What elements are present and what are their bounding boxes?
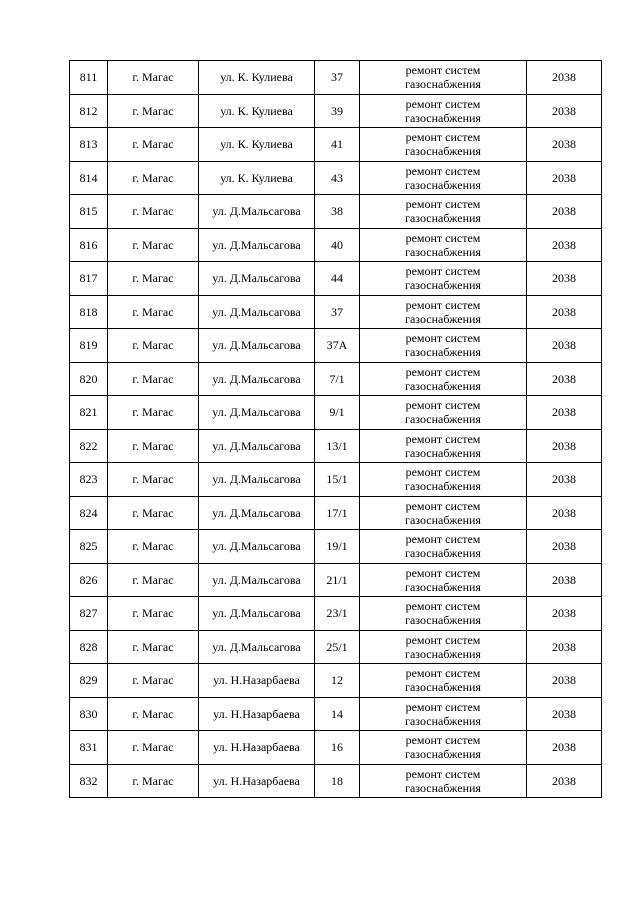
city-cell: г. Магас — [108, 664, 199, 698]
street-cell: ул. К. Кулиева — [199, 94, 315, 128]
work-type-line-1: ремонт систем — [405, 766, 481, 781]
year-cell: 2038 — [527, 396, 602, 430]
city-cell: г. Магас — [108, 61, 199, 95]
work-type-cell — [360, 262, 527, 296]
row-number-cell: 813 — [70, 128, 108, 162]
row-number-cell: 815 — [70, 195, 108, 229]
work-type-line-1: ремонт систем — [405, 498, 481, 513]
work-type-cell — [360, 61, 527, 95]
year-cell: 2038 — [527, 530, 602, 564]
table-row — [70, 563, 602, 597]
work-type-line-2: газоснабжения — [405, 278, 481, 293]
row-number-cell: 824 — [70, 496, 108, 530]
house-number-cell: 7/1 — [315, 362, 360, 396]
row-number-cell: 811 — [70, 61, 108, 95]
table-row — [70, 262, 602, 296]
table-row — [70, 195, 602, 229]
work-type-line-2: газоснабжения — [405, 713, 481, 728]
work-type-cell — [360, 764, 527, 798]
street-cell: ул. Д.Мальсагова — [199, 563, 315, 597]
work-type-cell — [360, 295, 527, 329]
street-cell: ул. Н.Назарбаева — [199, 697, 315, 731]
row-number-cell: 822 — [70, 429, 108, 463]
table-row — [70, 764, 602, 798]
house-number-cell: 43 — [315, 161, 360, 195]
work-type-line-1: ремонт систем — [405, 398, 481, 413]
table-row — [70, 731, 602, 765]
work-type-line-2: газоснабжения — [405, 579, 481, 594]
table-row — [70, 463, 602, 497]
work-type-line-1: ремонт систем — [405, 331, 481, 346]
city-cell: г. Магас — [108, 429, 199, 463]
street-cell: ул. Д.Мальсагова — [199, 429, 315, 463]
street-cell: ул. Д.Мальсагова — [199, 496, 315, 530]
registry-table — [69, 60, 602, 798]
year-cell: 2038 — [527, 61, 602, 95]
work-type-line-2: газоснабжения — [405, 211, 481, 226]
work-type-line-1: ремонт систем — [405, 431, 481, 446]
city-cell: г. Магас — [108, 731, 199, 765]
house-number-cell: 13/1 — [315, 429, 360, 463]
year-cell: 2038 — [527, 295, 602, 329]
work-type-line-1: ремонт систем — [405, 565, 481, 580]
year-cell: 2038 — [527, 496, 602, 530]
street-cell: ул. К. Кулиева — [199, 161, 315, 195]
work-type-line-2: газоснабжения — [405, 479, 481, 494]
work-type-line-2: газоснабжения — [405, 110, 481, 125]
house-number-cell: 23/1 — [315, 597, 360, 631]
work-type-line-1: ремонт систем — [405, 230, 481, 245]
work-type-cell — [360, 664, 527, 698]
work-type-cell — [360, 329, 527, 363]
house-number-cell: 14 — [315, 697, 360, 731]
house-number-cell: 40 — [315, 228, 360, 262]
city-cell: г. Магас — [108, 563, 199, 597]
year-cell: 2038 — [527, 195, 602, 229]
work-type-line-2: газоснабжения — [405, 512, 481, 527]
work-type-line-2: газоснабжения — [405, 311, 481, 326]
work-type-line-1: ремонт систем — [405, 163, 481, 178]
row-number-cell: 819 — [70, 329, 108, 363]
work-type-cell — [360, 530, 527, 564]
year-cell: 2038 — [527, 161, 602, 195]
work-type-cell — [360, 94, 527, 128]
table-row — [70, 128, 602, 162]
table-row — [70, 396, 602, 430]
house-number-cell: 37 — [315, 295, 360, 329]
house-number-cell: 39 — [315, 94, 360, 128]
city-cell: г. Магас — [108, 161, 199, 195]
house-number-cell: 18 — [315, 764, 360, 798]
year-cell: 2038 — [527, 94, 602, 128]
street-cell: ул. Н.Назарбаева — [199, 764, 315, 798]
work-type-cell — [360, 429, 527, 463]
work-type-line-1: ремонт систем — [405, 465, 481, 480]
house-number-cell: 17/1 — [315, 496, 360, 530]
row-number-cell: 818 — [70, 295, 108, 329]
house-number-cell: 21/1 — [315, 563, 360, 597]
work-type-line-1: ремонт систем — [405, 733, 481, 748]
city-cell: г. Магас — [108, 228, 199, 262]
work-type-line-2: газоснабжения — [405, 445, 481, 460]
year-cell: 2038 — [527, 764, 602, 798]
street-cell: ул. Д.Мальсагова — [199, 295, 315, 329]
city-cell: г. Магас — [108, 396, 199, 430]
work-type-line-2: газоснабжения — [405, 680, 481, 695]
work-type-line-2: газоснабжения — [405, 747, 481, 762]
work-type-line-1: ремонт систем — [405, 364, 481, 379]
work-type-cell — [360, 463, 527, 497]
city-cell: г. Магас — [108, 496, 199, 530]
row-number-cell: 830 — [70, 697, 108, 731]
table-row — [70, 94, 602, 128]
work-type-line-2: газоснабжения — [405, 144, 481, 159]
table-row — [70, 664, 602, 698]
year-cell: 2038 — [527, 697, 602, 731]
row-number-cell: 831 — [70, 731, 108, 765]
row-number-cell: 816 — [70, 228, 108, 262]
work-type-cell — [360, 563, 527, 597]
work-type-line-1: ремонт систем — [405, 96, 481, 111]
year-cell: 2038 — [527, 128, 602, 162]
row-number-cell: 827 — [70, 597, 108, 631]
table-row — [70, 362, 602, 396]
city-cell: г. Магас — [108, 463, 199, 497]
work-type-cell — [360, 697, 527, 731]
table-row — [70, 530, 602, 564]
work-type-line-1: ремонт систем — [405, 599, 481, 614]
year-cell: 2038 — [527, 362, 602, 396]
table-row — [70, 697, 602, 731]
work-type-cell — [360, 228, 527, 262]
street-cell: ул. Д.Мальсагова — [199, 630, 315, 664]
street-cell: ул. Д.Мальсагова — [199, 329, 315, 363]
street-cell: ул. Н.Назарбаева — [199, 664, 315, 698]
work-type-line-2: газоснабжения — [405, 646, 481, 661]
table-row — [70, 630, 602, 664]
work-type-cell — [360, 195, 527, 229]
year-cell: 2038 — [527, 731, 602, 765]
work-type-line-2: газоснабжения — [405, 378, 481, 393]
row-number-cell: 826 — [70, 563, 108, 597]
row-number-cell: 821 — [70, 396, 108, 430]
row-number-cell: 828 — [70, 630, 108, 664]
house-number-cell: 25/1 — [315, 630, 360, 664]
work-type-line-1: ремонт систем — [405, 297, 481, 312]
work-type-cell — [360, 128, 527, 162]
row-number-cell: 820 — [70, 362, 108, 396]
house-number-cell: 12 — [315, 664, 360, 698]
work-type-line-1: ремонт систем — [405, 632, 481, 647]
year-cell: 2038 — [527, 630, 602, 664]
year-cell: 2038 — [527, 664, 602, 698]
row-number-cell: 825 — [70, 530, 108, 564]
work-type-cell — [360, 161, 527, 195]
city-cell: г. Магас — [108, 295, 199, 329]
house-number-cell: 37А — [315, 329, 360, 363]
street-cell: ул. К. Кулиева — [199, 61, 315, 95]
work-type-line-1: ремонт систем — [405, 264, 481, 279]
work-type-cell — [360, 496, 527, 530]
work-type-line-1: ремонт систем — [405, 666, 481, 681]
work-type-cell — [360, 630, 527, 664]
house-number-cell: 15/1 — [315, 463, 360, 497]
work-type-cell — [360, 362, 527, 396]
work-type-cell — [360, 597, 527, 631]
row-number-cell: 814 — [70, 161, 108, 195]
house-number-cell: 38 — [315, 195, 360, 229]
house-number-cell: 19/1 — [315, 530, 360, 564]
street-cell: ул. Д.Мальсагова — [199, 262, 315, 296]
year-cell: 2038 — [527, 228, 602, 262]
city-cell: г. Магас — [108, 764, 199, 798]
table-row — [70, 295, 602, 329]
work-type-line-2: газоснабжения — [405, 780, 481, 795]
street-cell: ул. Д.Мальсагова — [199, 396, 315, 430]
house-number-cell: 16 — [315, 731, 360, 765]
table-row — [70, 429, 602, 463]
street-cell: ул. Д.Мальсагова — [199, 362, 315, 396]
work-type-cell — [360, 396, 527, 430]
city-cell: г. Магас — [108, 94, 199, 128]
city-cell: г. Магас — [108, 329, 199, 363]
work-type-line-2: газоснабжения — [405, 613, 481, 628]
city-cell: г. Магас — [108, 630, 199, 664]
street-cell: ул. Д.Мальсагова — [199, 463, 315, 497]
row-number-cell: 817 — [70, 262, 108, 296]
work-type-line-1: ремонт систем — [405, 532, 481, 547]
house-number-cell: 44 — [315, 262, 360, 296]
year-cell: 2038 — [527, 463, 602, 497]
house-number-cell: 37 — [315, 61, 360, 95]
table-row — [70, 228, 602, 262]
row-number-cell: 829 — [70, 664, 108, 698]
work-type-line-1: ремонт систем — [405, 699, 481, 714]
street-cell: ул. Д.Мальсагова — [199, 228, 315, 262]
work-type-line-2: газоснабжения — [405, 177, 481, 192]
work-type-line-2: газоснабжения — [405, 412, 481, 427]
work-type-line-2: газоснабжения — [405, 546, 481, 561]
year-cell: 2038 — [527, 262, 602, 296]
table-row — [70, 161, 602, 195]
year-cell: 2038 — [527, 329, 602, 363]
city-cell: г. Магас — [108, 597, 199, 631]
city-cell: г. Магас — [108, 195, 199, 229]
row-number-cell: 823 — [70, 463, 108, 497]
registry-table-body — [70, 61, 602, 798]
street-cell: ул. Н.Назарбаева — [199, 731, 315, 765]
row-number-cell: 812 — [70, 94, 108, 128]
city-cell: г. Магас — [108, 697, 199, 731]
work-type-line-2: газоснабжения — [405, 345, 481, 360]
row-number-cell: 832 — [70, 764, 108, 798]
work-type-line-2: газоснабжения — [405, 244, 481, 259]
table-row — [70, 329, 602, 363]
street-cell: ул. Д.Мальсагова — [199, 195, 315, 229]
year-cell: 2038 — [527, 429, 602, 463]
work-type-line-1: ремонт систем — [405, 197, 481, 212]
house-number-cell: 41 — [315, 128, 360, 162]
street-cell: ул. К. Кулиева — [199, 128, 315, 162]
table-row — [70, 61, 602, 95]
table-row — [70, 597, 602, 631]
city-cell: г. Магас — [108, 128, 199, 162]
work-type-line-2: газоснабжения — [405, 77, 481, 92]
work-type-cell — [360, 731, 527, 765]
city-cell: г. Магас — [108, 262, 199, 296]
work-type-line-1: ремонт систем — [405, 130, 481, 145]
street-cell: ул. Д.Мальсагова — [199, 530, 315, 564]
city-cell: г. Магас — [108, 362, 199, 396]
table-row — [70, 496, 602, 530]
work-type-line-1: ремонт систем — [405, 63, 481, 78]
city-cell: г. Магас — [108, 530, 199, 564]
street-cell: ул. Д.Мальсагова — [199, 597, 315, 631]
year-cell: 2038 — [527, 597, 602, 631]
year-cell: 2038 — [527, 563, 602, 597]
house-number-cell: 9/1 — [315, 396, 360, 430]
